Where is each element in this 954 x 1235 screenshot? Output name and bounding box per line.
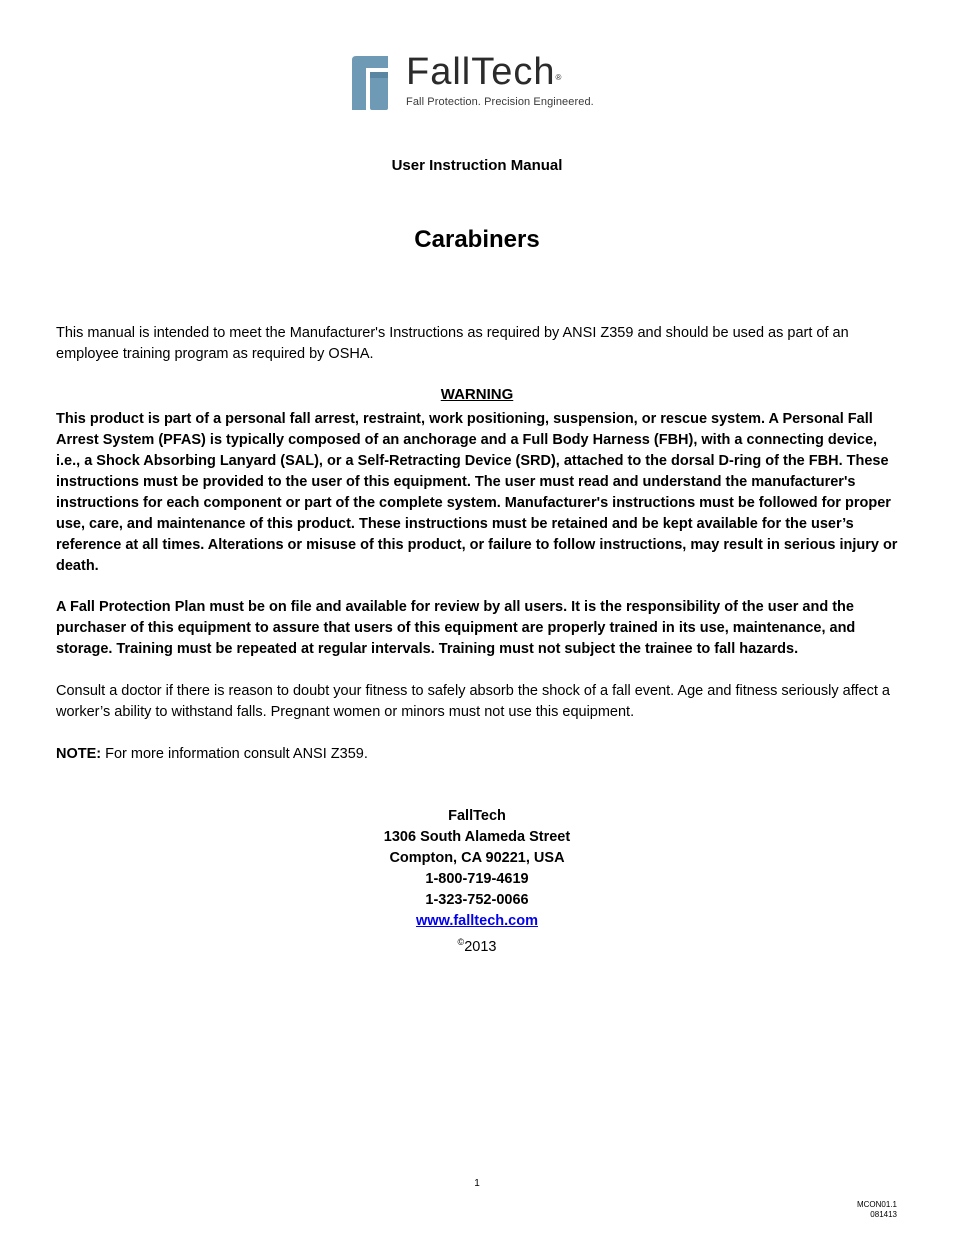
falltech-logo-mark-icon <box>350 54 392 112</box>
contact-phone-2: 1-323-752-0066 <box>425 892 529 908</box>
logo-tagline: Fall Protection. Precision Engineered. <box>406 96 594 108</box>
doctor-paragraph: Consult a doctor if there is reason to doubt your fitness to safely absorb the shock of a fall event. Age and fitness seriously affect a worker’s ability to withstand falls. Pregnant women or minors must not use this equipment. <box>56 683 890 720</box>
logo-wordmark-text: FallTech <box>406 51 556 93</box>
contact-block <box>0 806 954 958</box>
note-text: For more information consult ANSI Z359. <box>101 746 368 762</box>
warning-paragraph: This product is part of a personal fall arrest, restraint, work positioning, suspension, or rescue system. A Personal Fall Arrest System (PFAS) is typically composed of an anchorage and a Full Body Harness (FBH), with a connecting device, i.e., a Shock Absorbing Lanyard (SAL), or a Self-Retracting Device (SRD), attached to the dorsal D-ring of the FBH. These instructions must be provided to the user of this equipment. The user must read and understand the manufacturer's instructions for each component or part of the complete system. Manufacturer's instructions must be followed for proper use, care, and maintenance of this product. These instructions must be retained and be kept available for the user’s reference at all times. Alterations or misuse of this product, or failure to follow instructions, may result in serious injury or death. <box>56 411 898 574</box>
contact-company: FallTech <box>448 808 506 824</box>
note-paragraph <box>56 744 901 765</box>
logo-wordmark <box>406 52 562 92</box>
note-label: NOTE: <box>56 746 102 762</box>
document-code-id: MCON01.1 <box>856 1200 897 1209</box>
copyright-line <box>0 932 954 958</box>
website-link[interactable]: www.falltech.com <box>416 913 538 929</box>
manual-label: User Instruction Manual <box>391 157 563 174</box>
intro-paragraph: This manual is intended to meet the Manufacturer's Instructions as required by ANSI Z359 and should be used as part of an employee training program as required by OSHA. <box>56 325 849 362</box>
registered-mark: ® <box>555 73 563 82</box>
document-title: Carabiners <box>414 226 540 253</box>
contact-city: Compton, CA 90221, USA <box>389 850 565 866</box>
falltech-logo <box>350 50 610 116</box>
contact-phone-1: 1-800-719-4619 <box>425 871 529 887</box>
document-code-date: 081413 <box>870 1210 897 1219</box>
page-number: 1 <box>474 1178 480 1189</box>
contact-street: 1306 South Alameda Street <box>383 829 571 845</box>
copyright-year: 2013 <box>464 938 497 955</box>
fall-protection-plan-paragraph: A Fall Protection Plan must be on file and available for review by all users. It is the responsibility of the user and the purchaser of this equipment to assure that users of this equipment are properly trained in its use, maintenance, and storage. Training must be repeated at regular intervals. Training must not subject the trainee to fall hazards. <box>56 599 856 657</box>
copyright-symbol: © <box>457 937 465 947</box>
warning-heading: WARNING <box>440 386 514 403</box>
document-code <box>857 1200 897 1220</box>
